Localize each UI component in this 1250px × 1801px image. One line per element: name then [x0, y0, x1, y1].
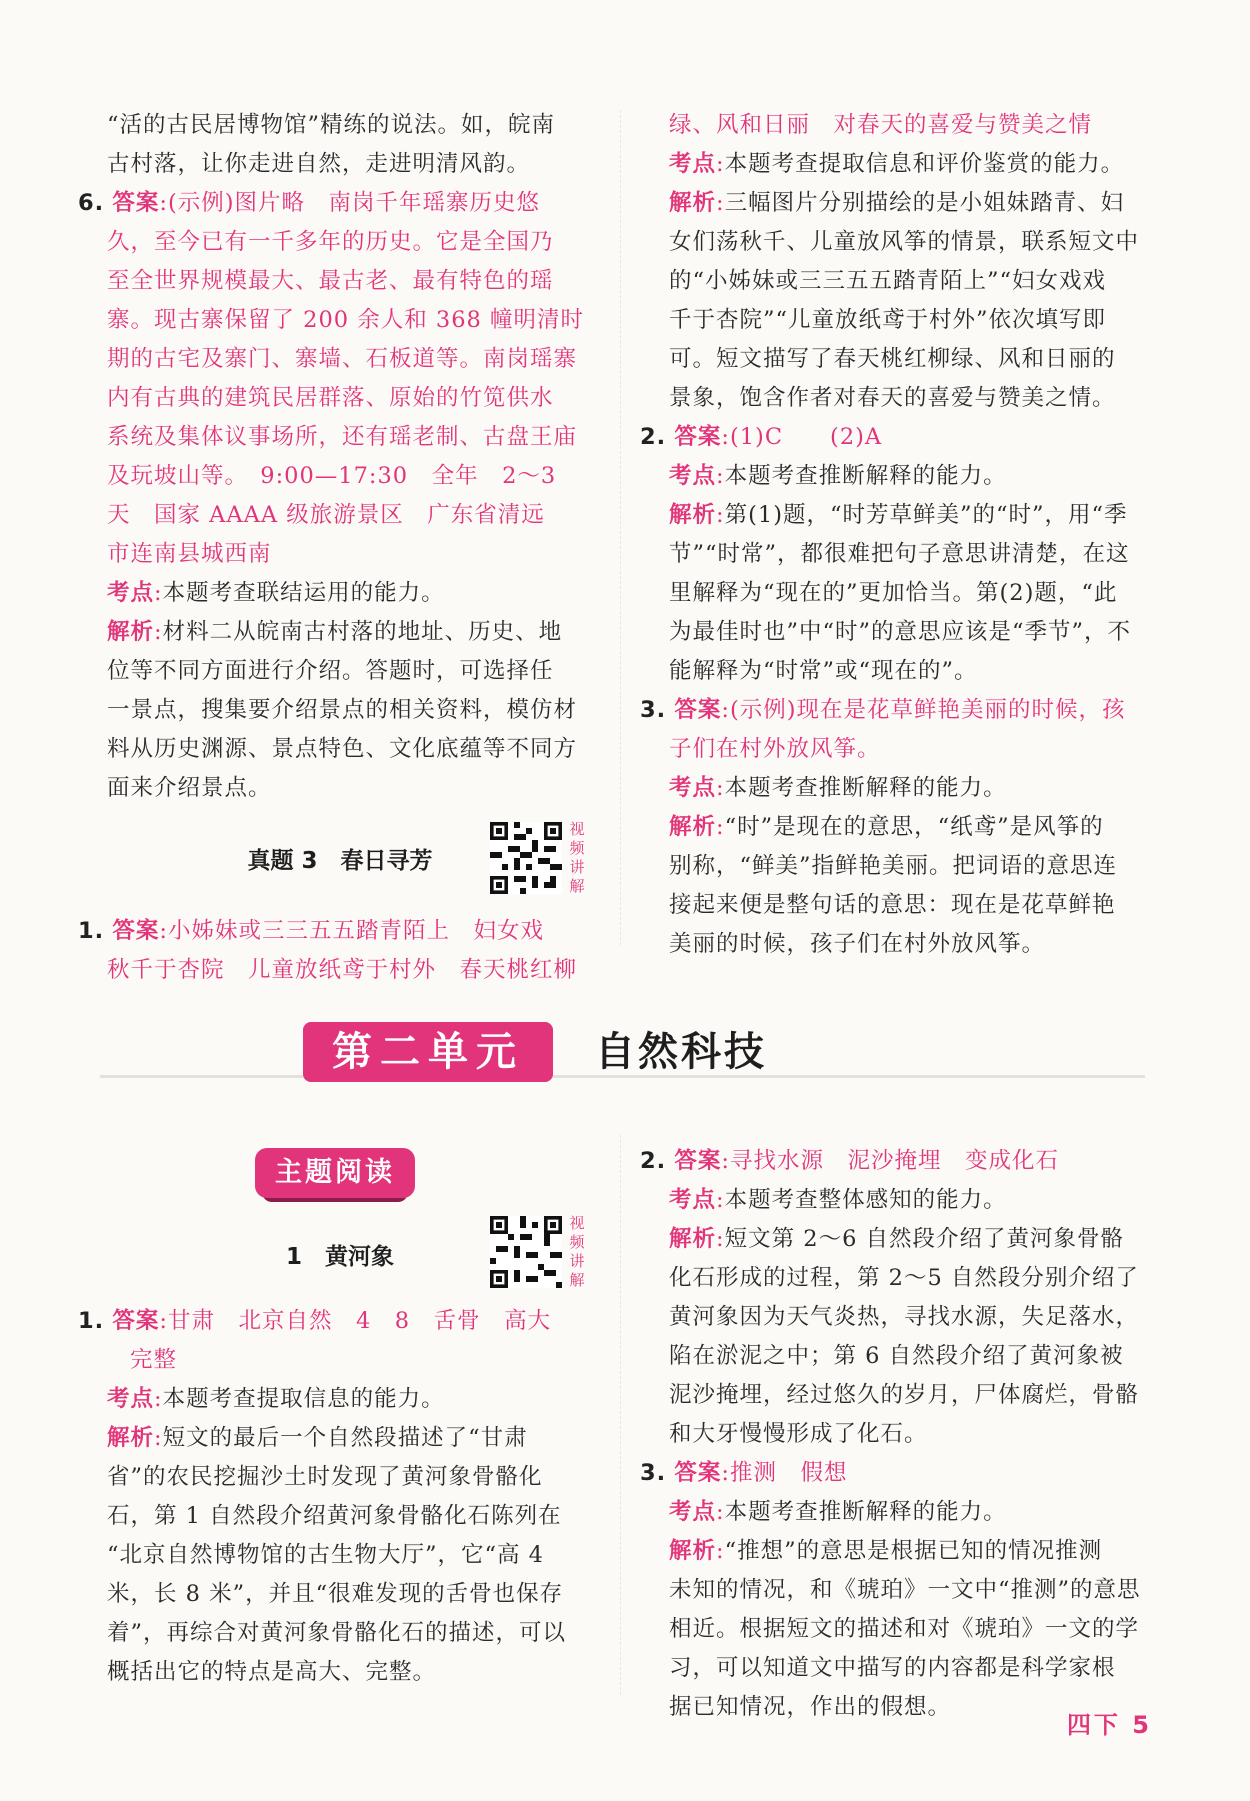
answer-label: 答案	[674, 1460, 722, 1486]
kaodian: 考点:本题考查提取信息的能力。	[107, 1386, 445, 1412]
answer-text: 寻找水源 泥沙掩埋 变成化石	[729, 1148, 1059, 1174]
kaodian-text: 本题考查推断解释的能力。	[724, 775, 1007, 801]
kaodian-label: 考点	[107, 1386, 155, 1412]
answer-line: 市连南县城西南	[107, 541, 272, 567]
q6-answer: 6. 答案:(示例)图片略 南岗千年瑶寨历史悠	[78, 190, 541, 216]
question-number: 1.	[78, 918, 105, 944]
answer-text: 甘肃 北京自然 4 8 舌骨 高大	[167, 1308, 552, 1334]
unit-label: 第二单元	[303, 1022, 553, 1082]
jiexi: 解析:材料二从皖南古村落的地址、历史、地	[107, 619, 563, 645]
question-number: 2.	[640, 1148, 667, 1174]
jiexi-line: 女们荡秋千、儿童放风筝的情景，联系短文中	[669, 229, 1140, 255]
jiexi-line: 里解释为“现在的”更加恰当。第(2)题，“此	[669, 580, 1118, 606]
jiexi-text: 材料二从皖南古村落的地址、历史、地	[162, 619, 563, 645]
jiexi: 解析:短文的最后一个自然段描述了“甘肃	[107, 1425, 528, 1451]
jiexi: 解析:三幅图片分别描绘的是小姐妹踏青、妇	[669, 190, 1125, 216]
jiexi-line: 米，长 8 米”，并且“很难发现的舌骨也保存	[107, 1581, 564, 1607]
answer-line: 系统及集体议事场所，还有瑶老制、古盘王庙	[107, 424, 578, 450]
jiexi-line: 美丽的时候，孩子们在村外放风筝。	[669, 931, 1046, 957]
grade-label: 四下	[1066, 1711, 1121, 1739]
jiexi-line: 和大牙慢慢形成了化石。	[669, 1421, 928, 1447]
jiexi-line: 料从历史渊源、景点特色、文化底蕴等不同方	[107, 736, 578, 762]
jiexi-line: 接起来便是整句话的意思：现在是花草鲜艳	[669, 892, 1116, 918]
answer-label: 答案	[674, 697, 722, 723]
q2-answer: 2. 答案:寻找水源 泥沙掩埋 变成化石	[640, 1148, 1059, 1174]
answer-text: (示例)图片略 南岗千年瑶寨历史悠	[167, 190, 541, 216]
jiexi: 解析:“推想”的意思是根据已知的情况推测	[669, 1538, 1103, 1564]
jiexi-line: 一景点，搜集要介绍景点的相关资料，模仿材	[107, 697, 578, 723]
answer-text: 推测 假想	[729, 1460, 848, 1486]
jiexi-line: 着”，再综合对黄河象骨骼化石的描述，可以	[107, 1620, 567, 1646]
jiexi-line: 未知的情况，和《琥珀》一文中“推测”的意思	[669, 1577, 1141, 1603]
section-title: 真题 3 春日寻芳	[247, 848, 433, 874]
answer-line: 期的古宅及寨门、寨墙、石板道等。南岗瑶寨	[107, 346, 578, 372]
jiexi-text: “时”是现在的意思，“纸鸢”是风筝的	[724, 814, 1104, 840]
jiexi-line: 化石形成的过程，第 2～5 自然段分别介绍了	[669, 1265, 1139, 1291]
answer-line: 绿、风和日丽 对春天的喜爱与赞美之情	[669, 112, 1093, 138]
answer-line: 至全世界规模最大、最古老、最有特色的瑶	[107, 268, 554, 294]
jiexi-line: 面来介绍景点。	[107, 775, 272, 801]
kaodian-text: 本题考查整体感知的能力。	[724, 1187, 1007, 1213]
jiexi-line: 景象，饱含作者对春天的喜爱与赞美之情。	[669, 385, 1116, 411]
kaodian-label: 考点	[669, 151, 717, 177]
jiexi: 解析:短文第 2～6 自然段介绍了黄河象骨骼	[669, 1226, 1125, 1252]
answer-line: 子们在村外放风筝。	[669, 736, 881, 762]
jiexi-line: 据已知情况，作出的假想。	[669, 1694, 952, 1720]
jiexi-label: 解析	[669, 190, 717, 216]
page-footer	[1067, 1705, 1152, 1740]
kaodian-label: 考点	[669, 1499, 717, 1525]
answer-line: 秋千于杏院 儿童放纸鸢于村外 春天桃红柳	[107, 957, 578, 983]
jiexi-text: 三幅图片分别描绘的是小姐妹踏青、妇	[724, 190, 1125, 216]
kaodian-text: 本题考查提取信息和评价鉴赏的能力。	[724, 151, 1125, 177]
qr-code-icon[interactable]	[490, 822, 562, 894]
jiexi: 解析:第(1)题，“时芳草鲜美”的“时”，用“季	[669, 502, 1128, 528]
q1-answer: 1. 答案:小姊妹或三三五五踏青陌上 妇女戏	[78, 918, 544, 944]
intro-line: “活的古民居博物馆”精练的说法。如，皖南	[107, 112, 556, 138]
jiexi-label: 解析	[669, 1226, 717, 1252]
right-top-column	[640, 106, 1160, 964]
qr-code-icon[interactable]	[490, 1216, 562, 1288]
answer-line: 完整	[130, 1347, 178, 1373]
answer-line: 寨。现古寨保留了 200 余人和 368 幢明清时	[107, 307, 585, 333]
kaodian: 考点:本题考查整体感知的能力。	[669, 1187, 1007, 1213]
unit-name: 自然科技	[595, 1029, 767, 1075]
kaodian-label: 考点	[107, 580, 155, 606]
answer-text: (1)C (2)A	[729, 424, 883, 450]
page-number: 5	[1132, 1711, 1152, 1739]
column-divider-top	[620, 110, 621, 945]
theme-tag: 主题阅读	[255, 1148, 415, 1198]
answer-text: 小姊妹或三三五五踏青陌上 妇女戏	[167, 918, 544, 944]
q3-answer: 3. 答案:推测 假想	[640, 1460, 848, 1486]
answer-line: 内有古典的建筑民居群落、原始的竹笕供水	[107, 385, 554, 411]
jiexi-line: 习，可以知道文中描写的内容都是科学家根	[669, 1655, 1116, 1681]
q3-answer: 3. 答案:(示例)现在是花草鲜艳美丽的时候，孩	[640, 697, 1126, 723]
answer-line: 天 国家 AAAA 级旅游景区 广东省清远	[107, 502, 545, 528]
jiexi-line: 相近。根据短文的描述和对《琥珀》一文的学	[669, 1616, 1140, 1642]
qr-caption: 视频讲解	[569, 820, 585, 895]
kaodian-text: 本题考查推断解释的能力。	[724, 1499, 1007, 1525]
kaodian-text: 本题考查提取信息的能力。	[162, 1386, 445, 1412]
question-number: 2.	[640, 424, 667, 450]
jiexi-line: 能解释为“时常”或“现在的”。	[669, 658, 978, 684]
intro-line: 古村落，让你走进自然，走进明清风韵。	[107, 151, 531, 177]
answer-text: (示例)现在是花草鲜艳美丽的时候，孩	[729, 697, 1126, 723]
qr-caption: 视频讲解	[569, 1214, 585, 1289]
left-q1	[78, 912, 608, 990]
question-number: 3.	[640, 697, 667, 723]
answer-label: 答案	[112, 1308, 160, 1334]
answer-label: 答案	[674, 1148, 722, 1174]
answer-line: 久，至今已有一千多年的历史。它是全国乃	[107, 229, 554, 255]
jiexi-line: 石，第 1 自然段介绍黄河象骨骼化石陈列在	[107, 1503, 562, 1529]
kaodian: 考点:本题考查提取信息和评价鉴赏的能力。	[669, 151, 1125, 177]
jiexi-line: 为最佳时也”中“时”的意思应该是“季节”，不	[669, 619, 1132, 645]
jiexi-line: 的“小姊妹或三三五五踏青陌上”“妇女戏戏	[669, 268, 1107, 294]
jiexi-text: 短文的最后一个自然段描述了“甘肃	[162, 1425, 528, 1451]
kaodian: 考点:本题考查推断解释的能力。	[669, 1499, 1007, 1525]
jiexi-line: 位等不同方面进行介绍。答题时，可选择任	[107, 658, 554, 684]
left-bottom-column	[78, 1302, 598, 1692]
q2-answer: 2. 答案:(1)C (2)A	[640, 424, 883, 450]
left-top-column	[78, 106, 598, 808]
jiexi-line: 黄河象因为天气炎热，寻找水源，失足落水，	[669, 1304, 1140, 1330]
jiexi: 解析:“时”是现在的意思，“纸鸢”是风筝的	[669, 814, 1104, 840]
kaodian-text: 本题考查联结运用的能力。	[162, 580, 445, 606]
section-title: 1 黄河象	[285, 1244, 394, 1270]
jiexi-label: 解析	[107, 619, 155, 645]
jiexi-text: “推想”的意思是根据已知的情况推测	[724, 1538, 1103, 1564]
jiexi-line: 节”“时常”，都很难把句子意思讲清楚，在这	[669, 541, 1130, 567]
answer-line: 及玩坡山等。 9:00—17:30 全年 2～3	[107, 463, 557, 489]
jiexi-label: 解析	[107, 1425, 155, 1451]
kaodian-label: 考点	[669, 463, 717, 489]
jiexi-line: 别称，“鲜美”指鲜艳美丽。把词语的意思连	[669, 853, 1118, 879]
answer-label: 答案	[112, 918, 160, 944]
jiexi-line: 可。短文描写了春天桃红柳绿、风和日丽的	[669, 346, 1116, 372]
jiexi-label: 解析	[669, 814, 717, 840]
kaodian: 考点:本题考查联结运用的能力。	[107, 580, 445, 606]
kaodian: 考点:本题考查推断解释的能力。	[669, 775, 1007, 801]
jiexi-text: 第(1)题，“时芳草鲜美”的“时”，用“季	[724, 502, 1128, 528]
answer-label: 答案	[674, 424, 722, 450]
kaodian-label: 考点	[669, 1187, 717, 1213]
question-number: 6.	[78, 190, 105, 216]
question-number: 1.	[78, 1308, 105, 1334]
kaodian-label: 考点	[669, 775, 717, 801]
jiexi-line: 泥沙掩埋，经过悠久的岁月，尸体腐烂，骨骼	[669, 1382, 1140, 1408]
right-bottom-column	[640, 1142, 1160, 1727]
jiexi-label: 解析	[669, 502, 717, 528]
jiexi-text: 短文第 2～6 自然段介绍了黄河象骨骼	[724, 1226, 1125, 1252]
jiexi-line: 概括出它的特点是高大、完整。	[107, 1659, 437, 1685]
column-divider-bottom	[620, 1135, 621, 1695]
jiexi-line: 省”的农民挖掘沙土时发现了黄河象骨骼化	[107, 1464, 543, 1490]
answer-label: 答案	[112, 190, 160, 216]
question-number: 3.	[640, 1460, 667, 1486]
kaodian: 考点:本题考查推断解释的能力。	[669, 463, 1007, 489]
jiexi-line: 千于杏院”“儿童放纸鸢于村外”依次填写即	[669, 307, 1107, 333]
q1-answer: 1. 答案:甘肃 北京自然 4 8 舌骨 高大	[78, 1308, 552, 1334]
jiexi-line: 陷在淤泥之中；第 6 自然段介绍了黄河象被	[669, 1343, 1124, 1369]
kaodian-text: 本题考查推断解释的能力。	[724, 463, 1007, 489]
jiexi-label: 解析	[669, 1538, 717, 1564]
jiexi-line: “北京自然博物馆的古生物大厅”，它“高 4	[107, 1542, 544, 1568]
